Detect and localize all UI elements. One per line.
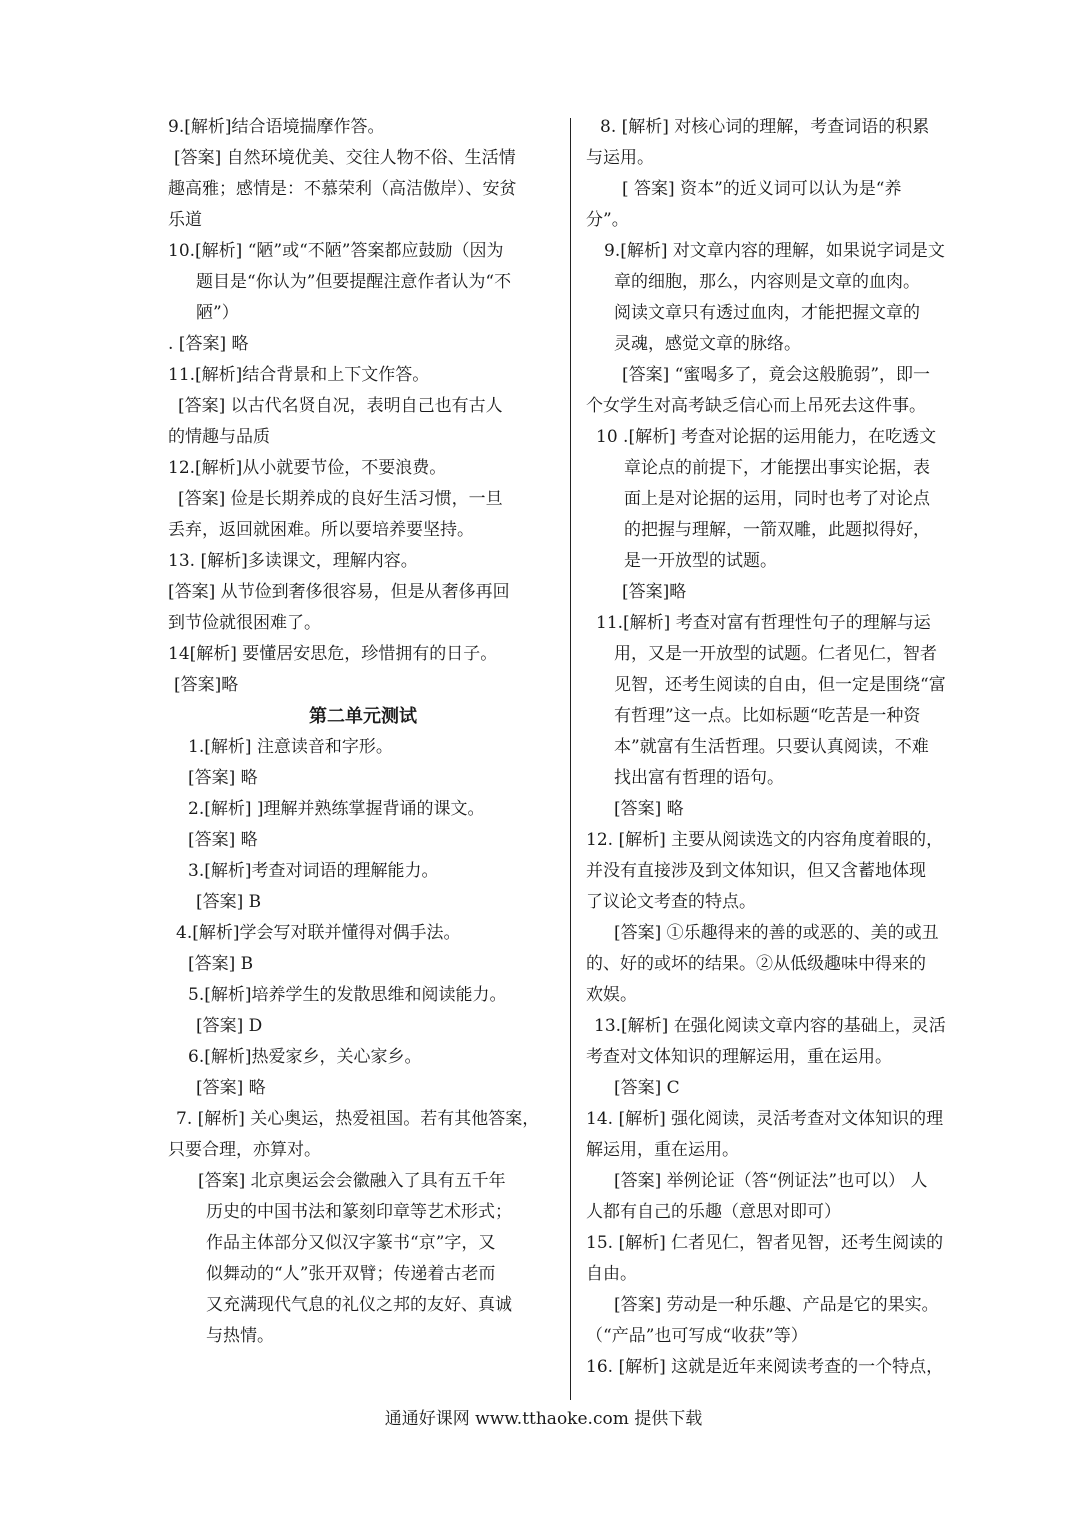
text-line: 分”。 [586, 210, 629, 230]
text-line: 13.[解析] 在强化阅读文章内容的基础上，灵活 [594, 1016, 946, 1036]
text-line: 人都有自己的乐趣（意思对即可） [586, 1202, 841, 1222]
column-divider [570, 118, 571, 1400]
text-line: 1.[解析] 注意读音和字形。 [188, 737, 393, 757]
right-column [586, 112, 976, 1383]
text-line: 有哲理”这一点。比如标题“吃苦是一种资 [614, 706, 921, 726]
text-line: 作品主体部分又似汉字篆书“京”字，又 [206, 1233, 496, 1253]
section-heading: 第二单元测试 [309, 706, 417, 727]
text-line: 阅读文章只有透过血肉，才能把握文章的 [614, 303, 920, 323]
text-line: 2.[解析] ]理解并熟练掌握背诵的课文。 [188, 799, 485, 819]
text-line: [答案] 略 [188, 768, 258, 788]
text-line: 用，又是一开放型的试题。仁者见仁，智者 [614, 644, 937, 664]
text-line: 9.[解析]结合语境揣摩作答。 [168, 117, 385, 137]
page-footer: 通通好课网 www.tthaoke.com 提供下载 [384, 1409, 703, 1429]
text-line: 章论点的前提下，才能摆出事实论据，表 [624, 458, 930, 478]
text-line: [答案] D [196, 1016, 263, 1036]
text-line: 欢娱。 [586, 985, 637, 1005]
text-line: 10 .[解析] 考查对论据的运用能力，在吃透文 [596, 427, 937, 447]
text-line: 12. [解析] 主要从阅读选文的内容角度着眼的， [586, 830, 944, 850]
text-line: [答案] C [614, 1078, 680, 1098]
text-line: 的、好的或坏的结果。②从低级趣味中得来的 [586, 954, 926, 974]
text-line: [答案] 劳动是一种乐趣、产品是它的果实。 [614, 1295, 939, 1315]
text-line: 只要合理，亦算对。 [168, 1140, 321, 1160]
text-line: 陋”） [196, 303, 239, 323]
text-line: 趣高雅；感情是：不慕荣利（高洁傲岸）、安贫 [168, 179, 517, 199]
text-line: 与运用。 [586, 148, 654, 168]
text-line: 是一开放型的试题。 [624, 551, 777, 571]
text-line: [答案] ①乐趣得来的善的或恶的、美的或丑 [614, 923, 939, 943]
text-line: [答案] B [196, 892, 262, 912]
text-line: . [答案] 略 [168, 334, 249, 354]
text-line: [答案] 俭是长期养成的良好生活习惯，一旦 [178, 489, 503, 509]
text-line: 与热情。 [206, 1326, 274, 1346]
text-line: [答案] 举例论证（答“例证法”也可以） 人 [614, 1171, 928, 1191]
text-line: 并没有直接涉及到文体知识，但又含蓄地体现 [586, 861, 926, 881]
text-line: 9.[解析] 对文章内容的理解，如果说字词是文 [604, 241, 945, 261]
text-line: 似舞动的“人”张开双臂；传递着古老而 [206, 1264, 496, 1284]
text-line: [答案] B [188, 954, 254, 974]
text-line: 4.[解析]学会写对联并懂得对偶手法。 [176, 923, 461, 943]
text-line: 找出富有哲理的语句。 [614, 768, 784, 788]
text-line: 15. [解析] 仁者见仁，智者见智，还考生阅读的 [586, 1233, 944, 1253]
text-line: 章的细胞，那么，内容则是文章的血肉。 [614, 272, 920, 292]
text-line: [答案] “蜜喝多了，竟会这般脆弱”，即一 [622, 365, 931, 385]
text-line: 灵魂，感觉文章的脉络。 [614, 334, 801, 354]
text-line: 乐道 [168, 210, 202, 230]
text-line: 解运用，重在运用。 [586, 1140, 739, 1160]
text-line: 13. [解析]多读课文，理解内容。 [168, 551, 418, 571]
text-line: [答案] 自然环境优美、交往人物不俗、生活情 [174, 148, 516, 168]
text-line: 3.[解析]考查对词语的理解能力。 [188, 861, 439, 881]
text-line: 14[解析] 要懂居安思危，珍惜拥有的日子。 [168, 644, 498, 664]
text-line: 7. [解析] 关心奥运，热爱祖国。若有其他答案， [176, 1109, 540, 1129]
text-line: 的把握与理解，一箭双雕，此题拟得好， [624, 520, 930, 540]
text-line: 个女学生对高考缺乏信心而上吊死去这件事。 [586, 396, 926, 416]
text-line: [答案] 略 [188, 830, 258, 850]
text-line: 自由。 [586, 1264, 637, 1284]
text-line: 丢弃，返回就困难。所以要培养要坚持。 [168, 520, 474, 540]
text-line: 6.[解析]热爱家乡，关心家乡。 [188, 1047, 422, 1067]
text-line: [答案] 北京奥运会会徽融入了具有五千年 [198, 1171, 506, 1191]
text-line: 12.[解析]从小就要节俭，不要浪费。 [168, 458, 447, 478]
left-column [168, 112, 558, 1352]
text-line: 面上是对论据的运用，同时也考了对论点 [624, 489, 930, 509]
text-line: 到节俭就很困难了。 [168, 613, 321, 633]
text-line: 的情趣与品质 [168, 427, 270, 447]
text-line: （“产品”也可写成“收获”等） [586, 1326, 808, 1346]
text-line: 14. [解析] 强化阅读，灵活考查对文体知识的理 [586, 1109, 944, 1129]
text-line: 本”就富有生活哲理。只要认真阅读，不难 [614, 737, 929, 757]
text-line: 10.[解析] “陋”或“不陋”答案都应鼓励（因为 [168, 241, 504, 261]
text-line: 历史的中国书法和篆刻印章等艺术形式； [206, 1202, 512, 1222]
text-line: 16. [解析] 这就是近年来阅读考查的一个特点， [586, 1357, 944, 1377]
text-line: 见智，还考生阅读的自由，但一定是围绕“富 [614, 675, 946, 695]
text-line: 考查对文体知识的理解运用，重在运用。 [586, 1047, 892, 1067]
text-line: [ 答案] 资本”的近义词可以认为是“养 [622, 179, 902, 199]
text-line: [答案] 从节俭到奢侈很容易，但是从奢侈再回 [168, 582, 510, 602]
text-line: 又充满现代气息的礼仪之邦的友好、真诚 [206, 1295, 512, 1315]
text-line: [答案] 以古代名贤自况，表明自己也有古人 [178, 396, 503, 416]
text-line: 题目是“你认为”但要提醒注意作者认为“不 [196, 272, 512, 292]
text-line: 5.[解析]培养学生的发散思维和阅读能力。 [188, 985, 507, 1005]
text-line: [答案] 略 [614, 799, 684, 819]
text-line: [答案]略 [622, 582, 687, 602]
text-line: [答案]略 [174, 675, 239, 695]
text-line: 11.[解析]结合背景和上下文作答。 [168, 365, 430, 385]
text-line: 11.[解析] 考查对富有哲理性句子的理解与运 [596, 613, 931, 633]
text-line: 了议论文考查的特点。 [586, 892, 756, 912]
text-line: [答案] 略 [196, 1078, 266, 1098]
text-line: 8. [解析] 对核心词的理解，考查词语的积累 [600, 117, 930, 137]
